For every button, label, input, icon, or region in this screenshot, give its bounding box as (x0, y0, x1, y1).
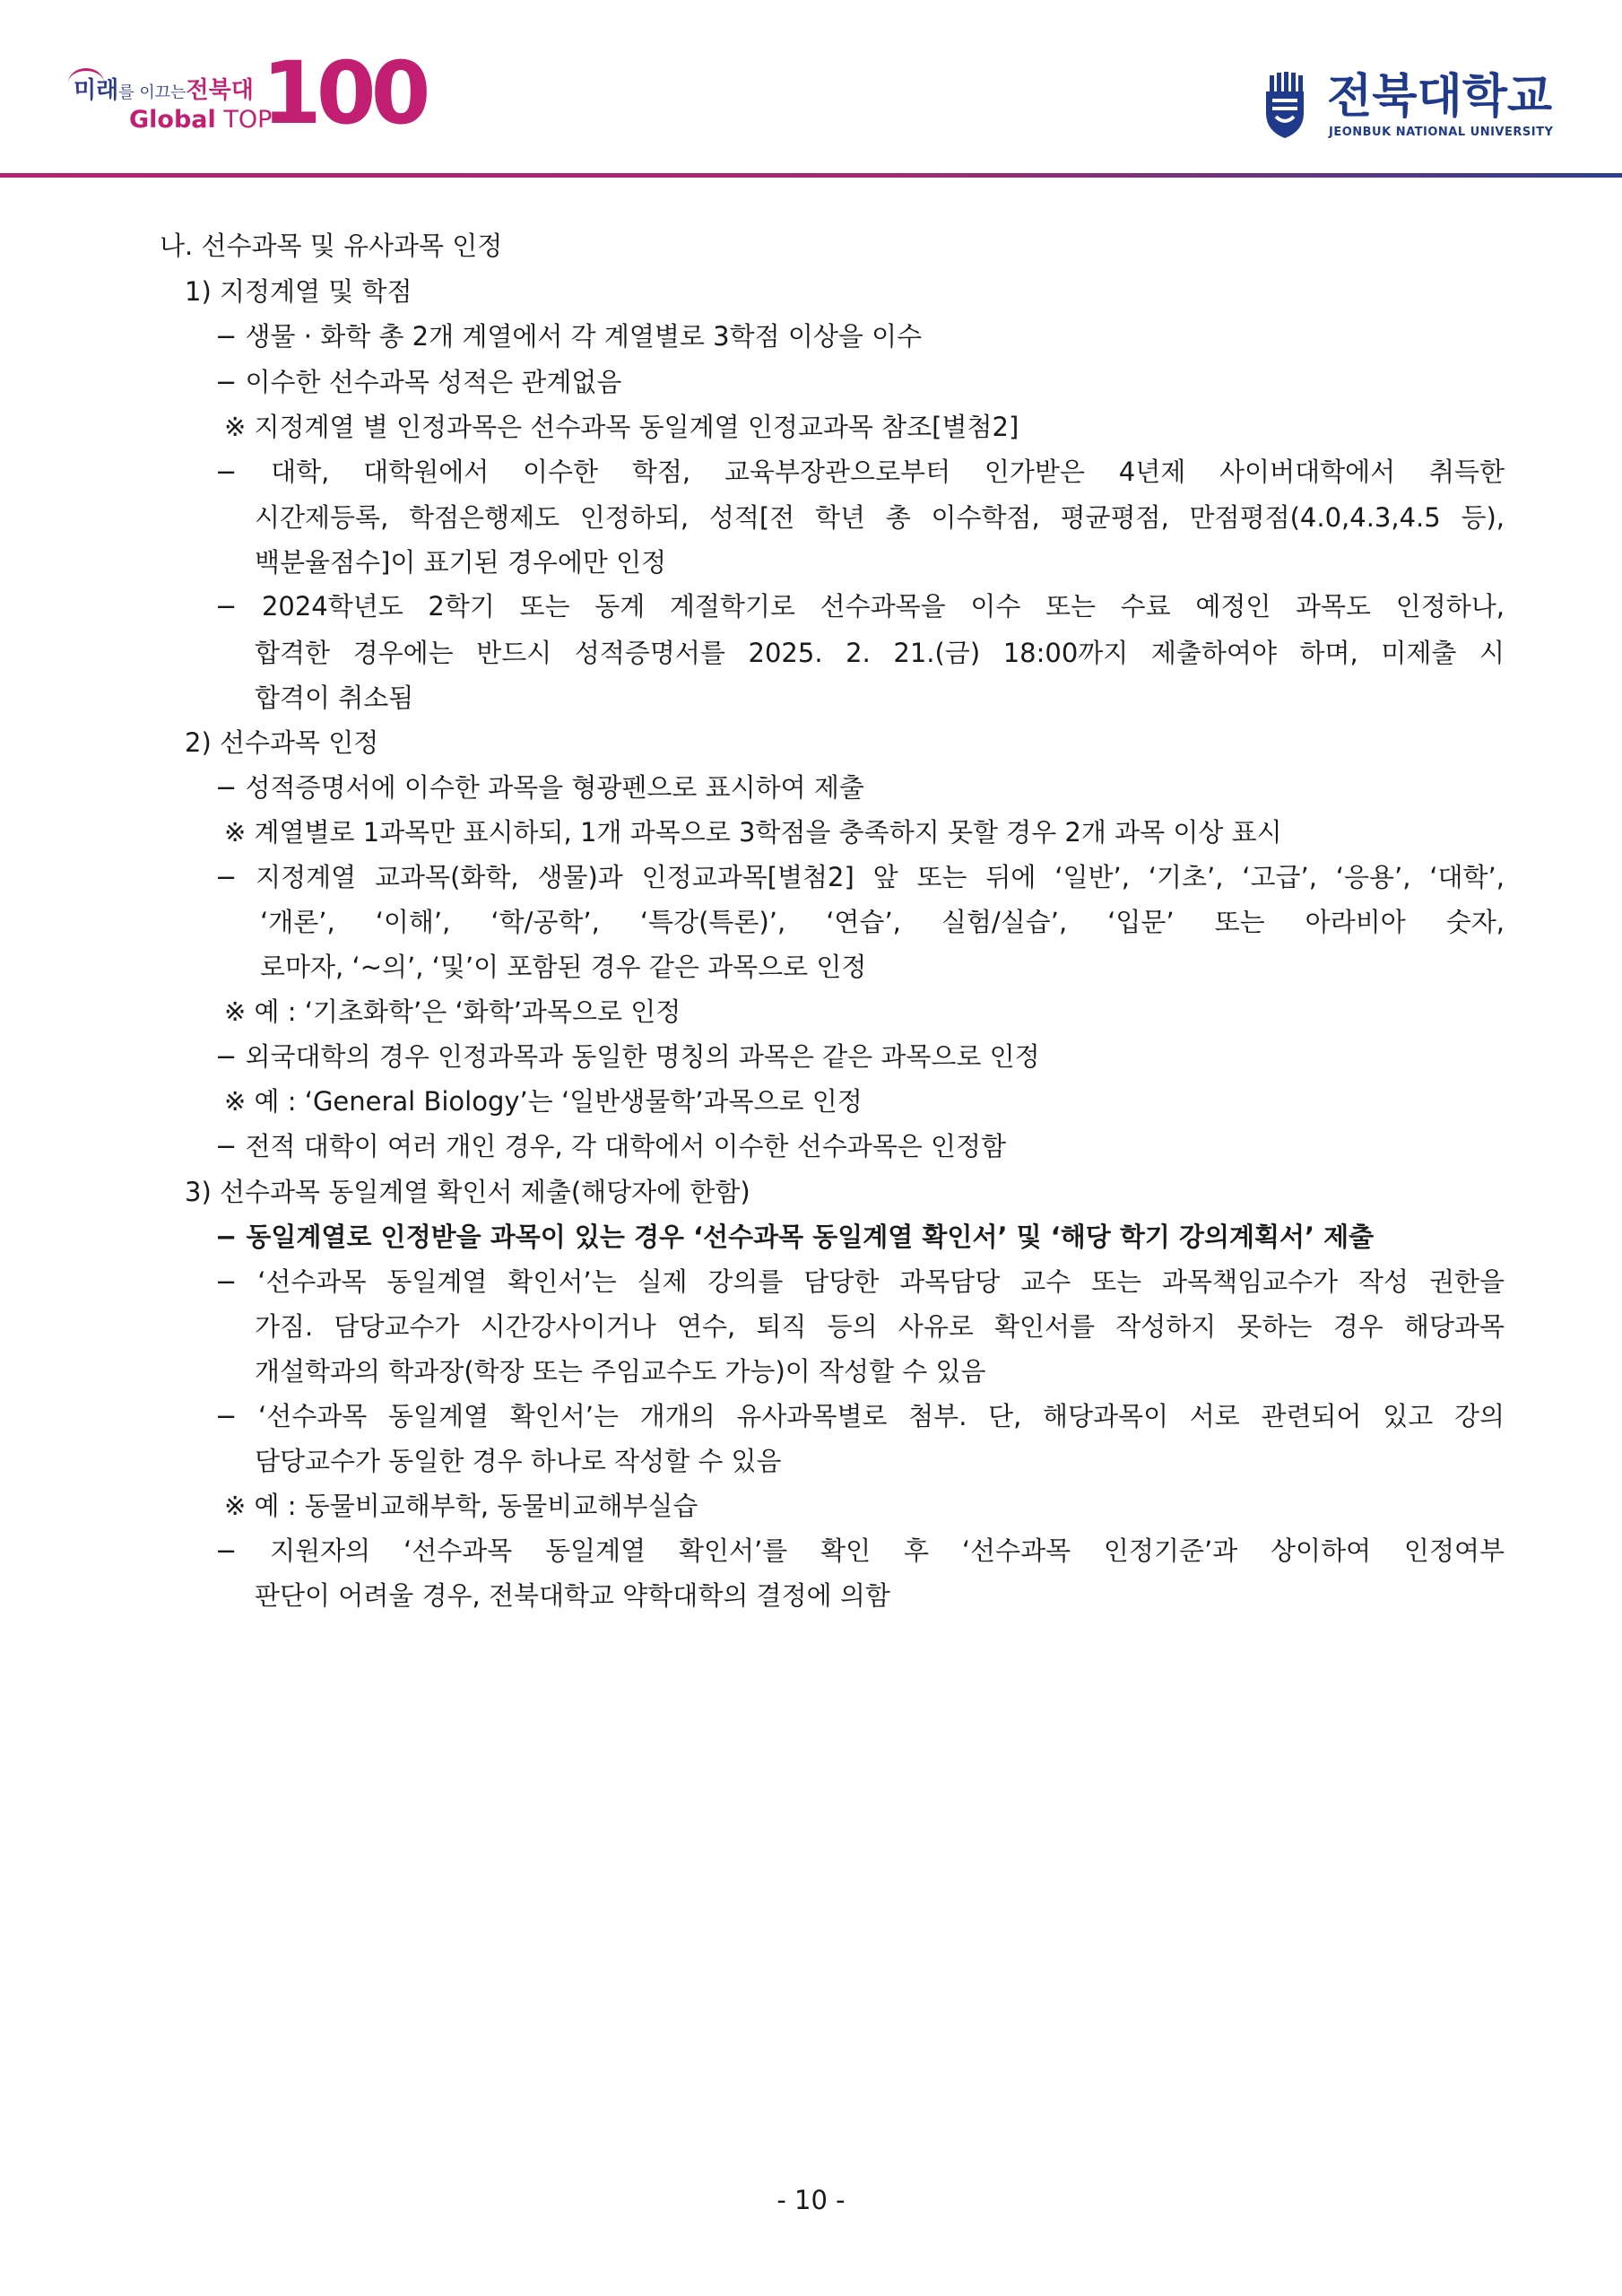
page-number: - 10 - (776, 2185, 846, 2215)
list-item: − 지정계열 교과목(화학, 생물)과 인정교과목[별첨2] 앞 또는 뒤에 ‘일반’, ‘기초’, ‘고급’, ‘응용’, ‘대학’, (215, 862, 1505, 892)
list-item: − 지원자의 ‘선수과목 동일계열 확인서’를 확인 후 ‘선수과목 인정기준’과 상이하여 인정여부 (215, 1535, 1505, 1566)
subsection-heading: 2) 선수과목 인정 (185, 727, 379, 758)
list-item-continued: 합격이 취소됨 (255, 683, 414, 713)
logo-slogan: 미래를 이끄는전북대 (74, 77, 254, 104)
list-item: − 이수한 선수과목 성적은 관계없음 (215, 367, 622, 397)
list-item-continued: 로마자, ‘~의’, ‘및’이 포함된 경우 같은 과목으로 인정 (260, 952, 867, 982)
note: ※ 예 : ‘General Biology’는 ‘일반생물학’과목으로 인정 (224, 1086, 863, 1117)
list-item-continued: 개설학과의 학과장(학장 또는 주임교수도 가능)이 작성할 수 있음 (255, 1356, 986, 1387)
logo-global-top: Global TOP (129, 106, 273, 134)
list-item: − ‘선수과목 동일계열 확인서’는 개개의 유사과목별로 첨부. 단, 해당과목이 서로 관련되어 있고 강의 (215, 1401, 1505, 1431)
note: ※ 예 : ‘기초화학’은 ‘화학’과목으로 인정 (224, 996, 681, 1027)
list-item: − 성적증명서에 이수한 과목을 형광펜으로 표시하여 제출 (215, 772, 864, 803)
list-item: − 외국대학의 경우 인정과목과 동일한 명칭의 과목은 같은 과목으로 인정 (215, 1041, 1040, 1072)
subsection-heading: 1) 지정계열 및 학점 (185, 276, 412, 307)
list-item-continued: 가짐. 담당교수가 시간강사이거나 연수, 퇴직 등의 사유로 확인서를 작성하지 못하는 경우 해당과목 (255, 1311, 1505, 1342)
note: ※ 계열별로 1과목만 표시하되, 1개 과목으로 3학점을 충족하지 못할 경우 2개 과목 이상 표시 (224, 817, 1282, 848)
global-top-100-logo (74, 43, 426, 145)
subsection-heading: 3) 선수과목 동일계열 확인서 제출(해당자에 한함) (185, 1177, 750, 1207)
section-heading: 나. 선수과목 및 유사과목 인정 (160, 230, 503, 261)
note: ※ 예 : 동물비교해부학, 동물비교해부실습 (224, 1491, 698, 1521)
list-item: − 2024학년도 2학기 또는 동계 계절학기로 선수과목을 이수 또는 수료 예정인 과목도 인정하나, (215, 591, 1505, 622)
list-item-continued: 백분율점수]이 표기된 경우에만 인정 (255, 547, 667, 578)
list-item: − 동일계열로 인정받을 과목이 있는 경우 ‘선수과목 동일계열 확인서’ 및 ‘해당 학기 강의계획서’ 제출 (215, 1222, 1375, 1252)
university-crest-icon (1262, 72, 1307, 140)
university-logo (1262, 70, 1554, 144)
list-item: − 전적 대학이 여러 개인 경우, 각 대학에서 이수한 선수과목은 인정함 (215, 1131, 1007, 1161)
list-item-continued: 담당교수가 동일한 경우 하나로 작성할 수 있음 (255, 1446, 782, 1476)
list-item: − 대학, 대학원에서 이수한 학점, 교육부장관으로부터 인가받은 4년제 사이버대학에서 취득한 (215, 457, 1505, 487)
list-item-continued: 합격한 경우에는 반드시 성적증명서를 2025. 2. 21.(금) 18:00까지 제출하여야 하며, 미제출 시 (255, 638, 1505, 668)
note: ※ 지정계열 별 인정과목은 선수과목 동일계열 인정교과목 참조[별첨2] (224, 412, 1019, 442)
header-divider (0, 173, 1622, 178)
list-item: − 생물 · 화학 총 2개 계열에서 각 계열별로 3학점 이상을 이수 (215, 321, 923, 352)
list-item: − ‘선수과목 동일계열 확인서’는 실제 강의를 담당한 과목담당 교수 또는 과목책임교수가 작성 권한을 (215, 1266, 1505, 1297)
page-header (0, 0, 1622, 179)
list-item-continued: 시간제등록, 학점은행제도 인정하되, 성적[전 학년 총 이수학점, 평균평점, 만점평점(4.0,4.3,4.5 등), (255, 502, 1505, 533)
list-item-continued: ‘개론’, ‘이해’, ‘학/공학’, ‘특강(특론)’, ‘연습’, 실험/실습’, ‘입문’ 또는 아라비아 숫자, (260, 907, 1505, 937)
list-item-continued: 판단이 어려울 경우, 전북대학교 약학대학의 결정에 의함 (255, 1580, 890, 1611)
university-name-en: JEONBUK NATIONAL UNIVERSITY (1329, 126, 1554, 139)
university-name-ko: 전북대학교 (1327, 70, 1553, 124)
logo-100: 100 (262, 43, 426, 144)
